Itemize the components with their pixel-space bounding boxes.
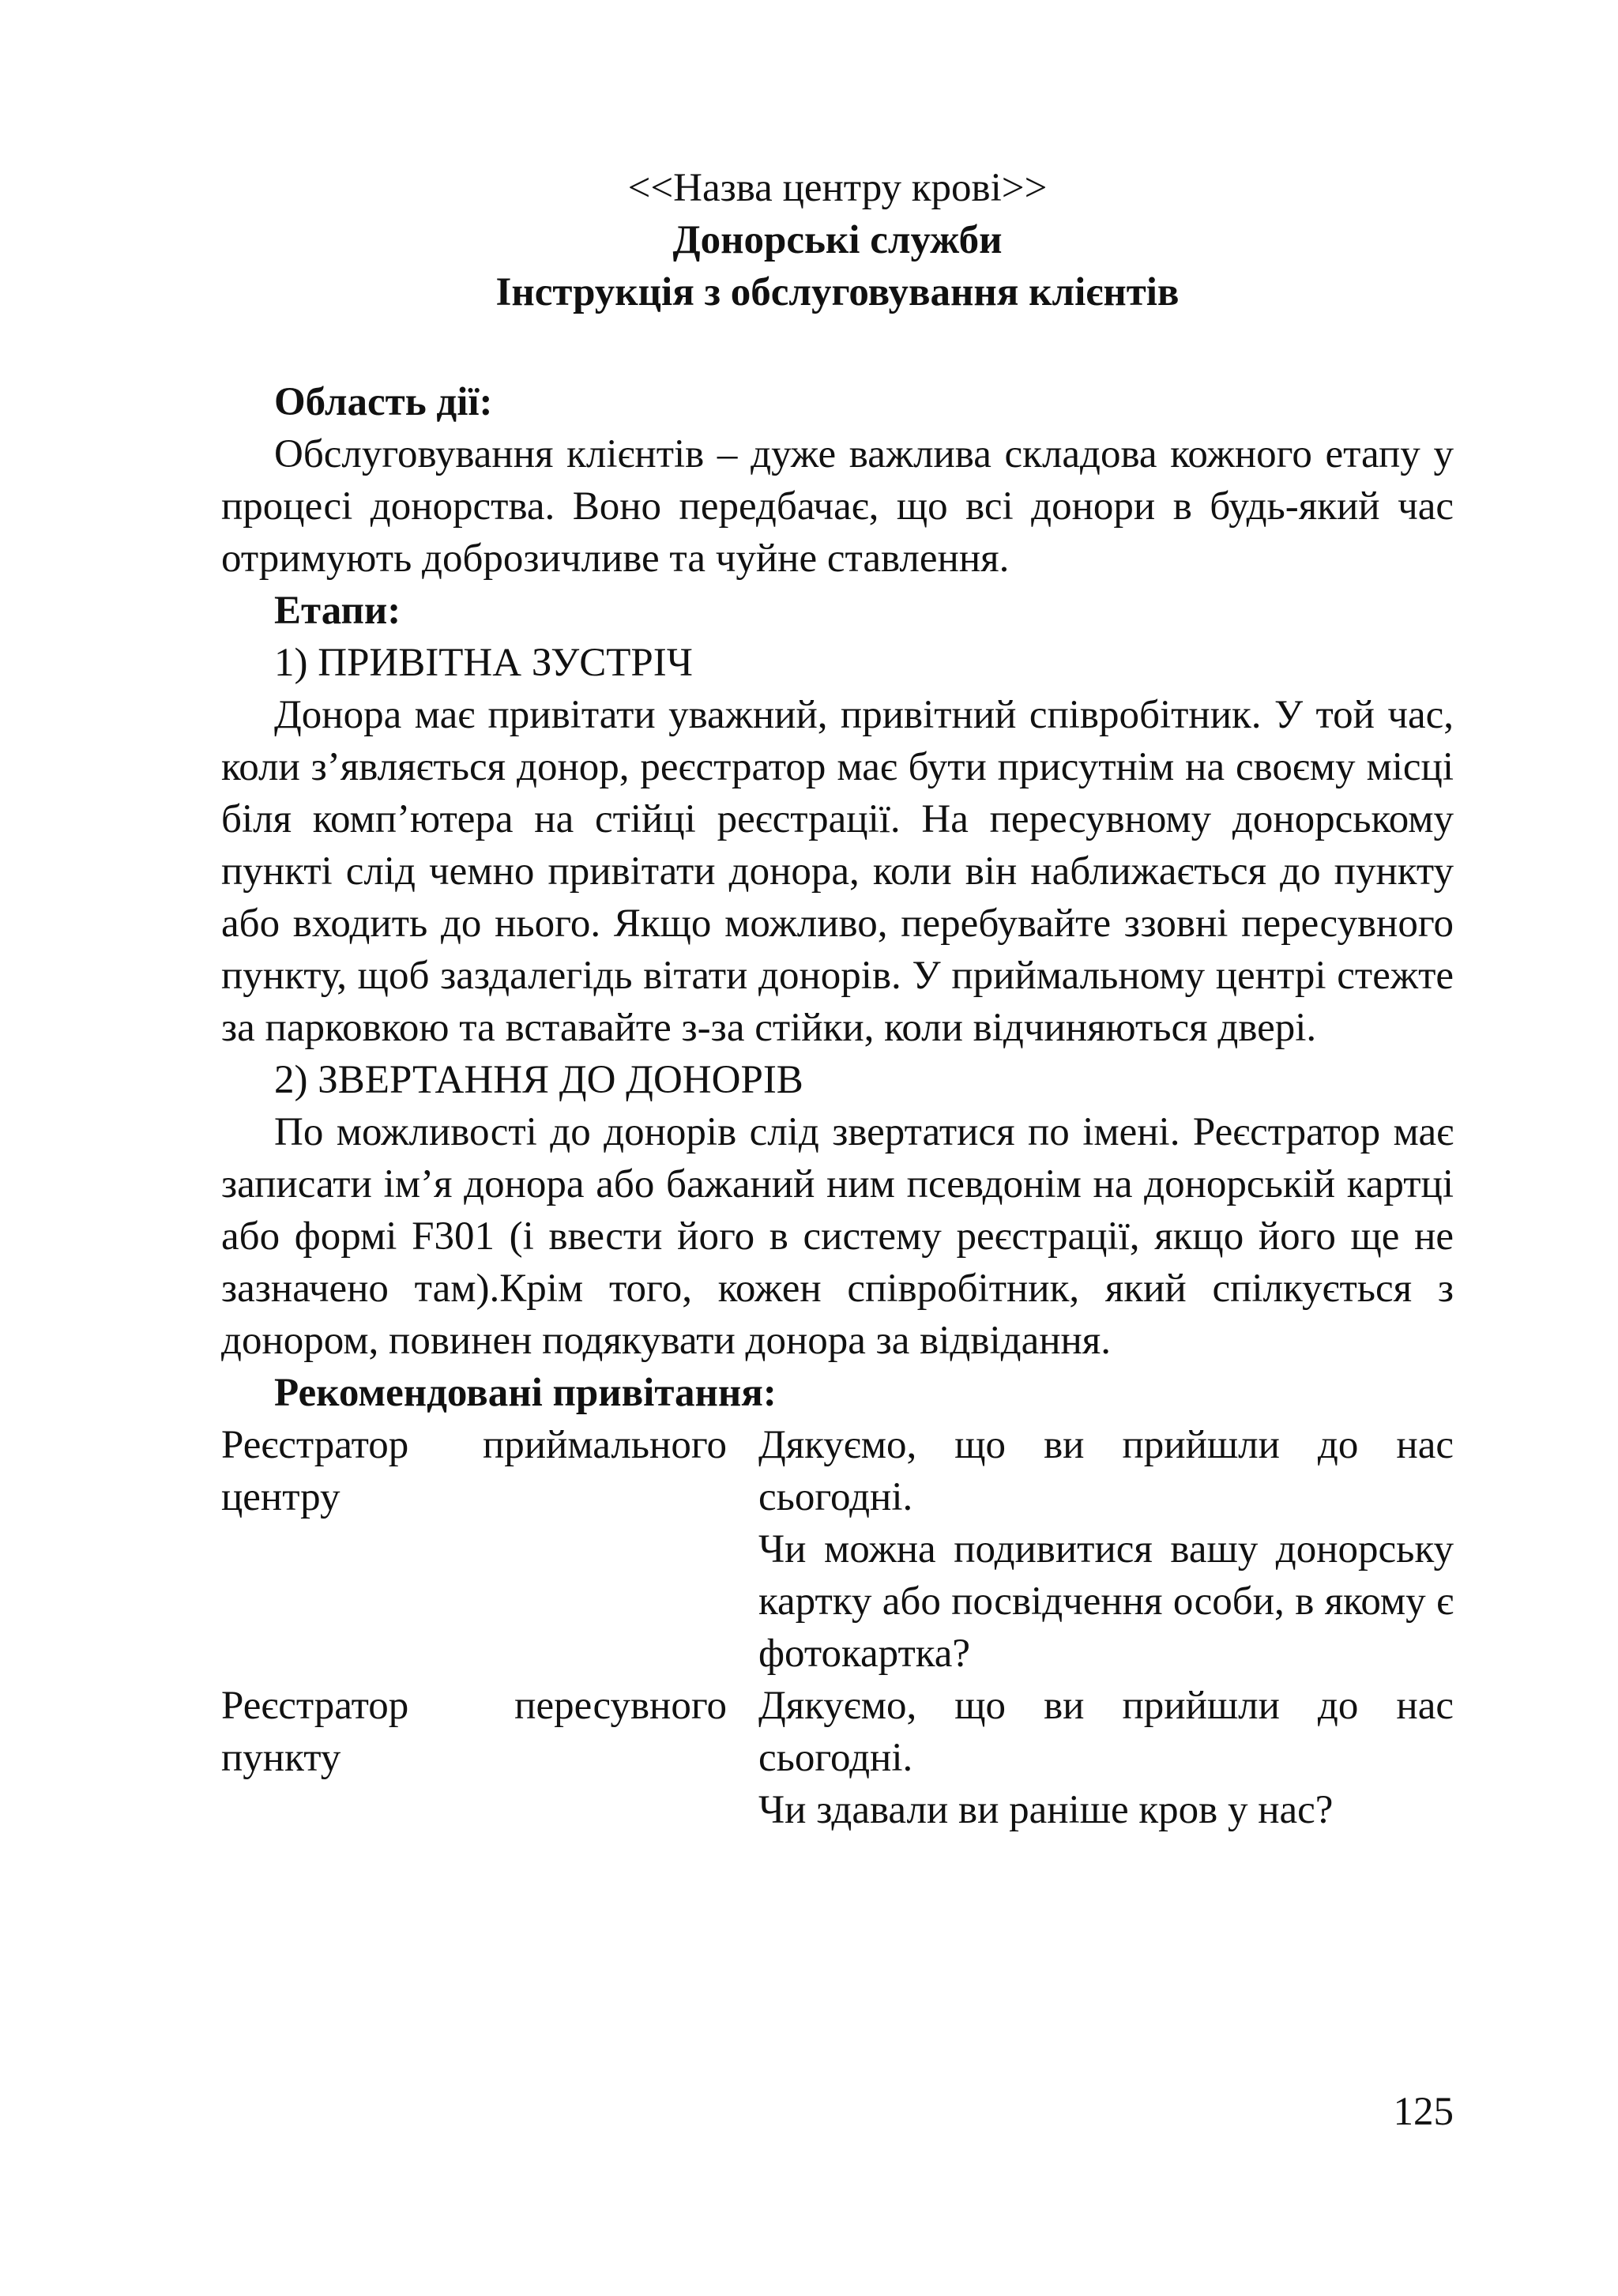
- stage-2-text: По можливості до донорів слід звертатися по імені. Реєстратор має записати ім’я донора або бажаний ним псевдонім на донорській картці або формі F301 (і ввести його в систему реєстрації, якщо його ще не зазначено там).Крім того, кожен співробітник, який спілкується з донором, повинен подякувати донора за відвідання.: [221, 1110, 1454, 1363]
- scope-heading: Область дії:: [274, 380, 493, 424]
- greetings-heading: Рекомендовані привітання:: [274, 1371, 777, 1415]
- department-title: Донорські служби: [672, 218, 1003, 262]
- scope-text: Обслуговування клієнтів – дуже важлива складова кожного етапу у процесі донорства. Воно передбачає, що всі донори в будь-який час отримують доброзичливе та чуйне ставлення.: [221, 432, 1454, 581]
- greeting-phrases: [758, 1419, 1454, 1680]
- greetings-row: [221, 1680, 1454, 1836]
- stage-2-label: 2) ЗВЕРТАННЯ ДО ДОНОРІВ: [274, 1058, 803, 1102]
- page-number: 125: [1393, 2090, 1454, 2134]
- document-title: Інструкція з обслуговування клієнтів: [495, 270, 1180, 314]
- stage-1-label: 1) ПРИВІТНА ЗУСТРІЧ: [274, 641, 693, 685]
- greeting-phrase: Дякуємо, що ви прийшли до нас сьогодні.: [758, 1423, 1454, 1519]
- stages-heading: Етапи:: [274, 589, 401, 633]
- greeting-phrase: Чи здавали ви раніше кров у нас?: [758, 1788, 1334, 1832]
- greeting-phrases: [758, 1680, 1454, 1836]
- greeting-phrase: Дякуємо, що ви прийшли до нас сьогодні.: [758, 1684, 1454, 1780]
- greeting-phrase: Чи можна подивитися вашу донорську картку або посвідчення особи, в якому є фотокартка?: [758, 1527, 1454, 1676]
- greetings-table: [221, 1419, 1454, 1836]
- stage-1-text: Донора має привітати уважний, привітний співробітник. У той час, коли з’являється донор, реєстратор має бути присутнім на своєму місці біля комп’ютера на стійці реєстрації. На пересувному донорському пункті слід чемно привітати донора, коли він наближається до пункту або входить до нього. Якщо можливо, перебувайте ззовні пересувного пункту, щоб заздалегідь вітати донорів. У приймальному центрі стежте за парковкою та вставайте з-за стійки, коли відчиняються двері.: [221, 693, 1454, 1050]
- greetings-row: [221, 1419, 1454, 1680]
- center-name: <<Назва центру крові>>: [627, 166, 1048, 210]
- document-body: [221, 376, 1454, 1836]
- greeting-role: Реєстратор пересувного пункту: [221, 1684, 727, 1780]
- document-header: [221, 162, 1454, 318]
- greeting-role: Реєстратор приймального центру: [221, 1423, 727, 1519]
